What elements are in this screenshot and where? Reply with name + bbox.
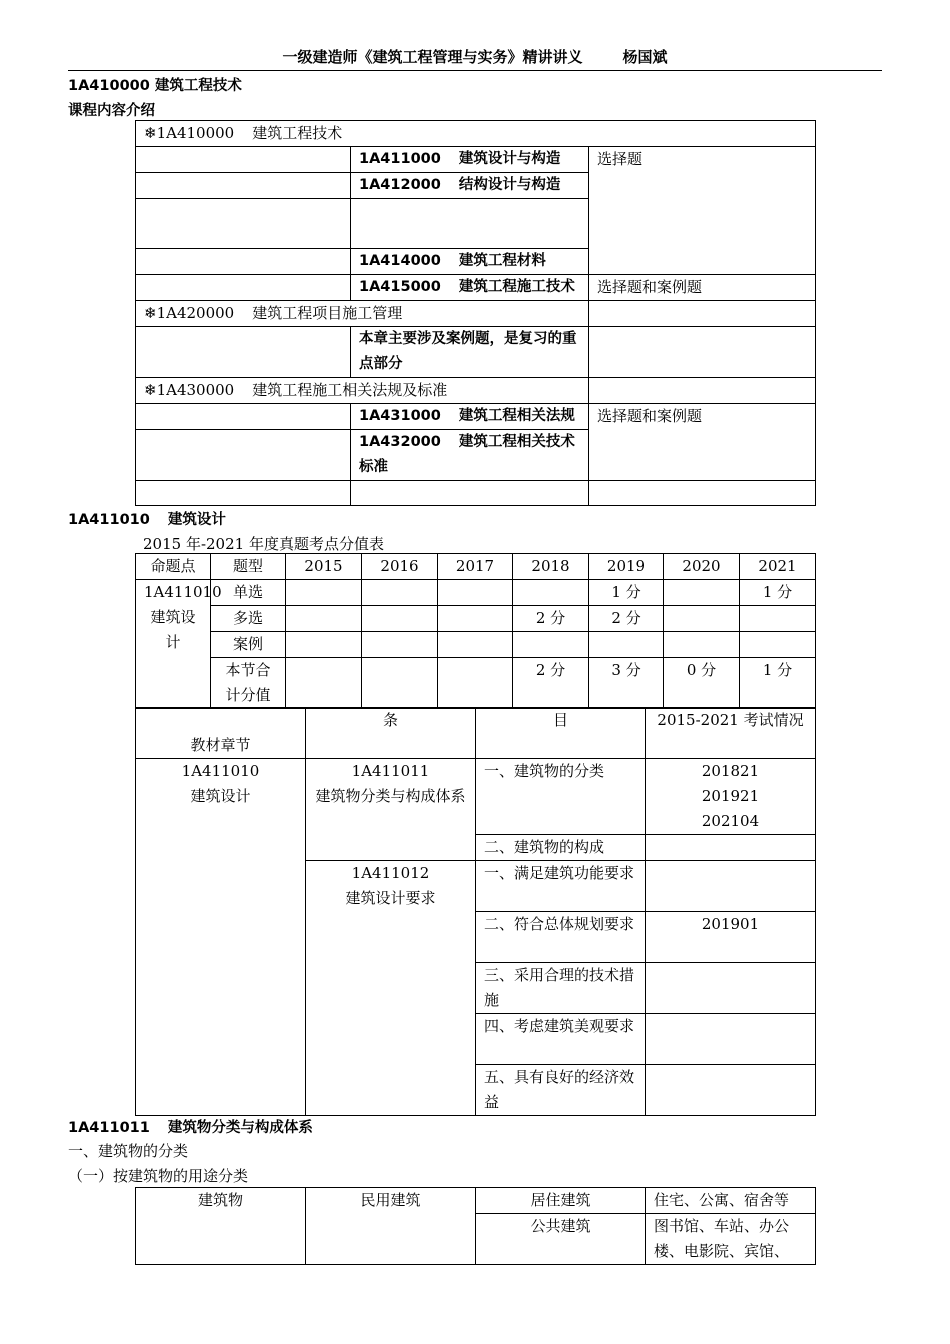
class-civil: 民用建筑 (306, 1188, 476, 1265)
outline-header-chapter: 教材章节 (136, 708, 306, 759)
score-cell: 1 分 (740, 580, 816, 606)
score-cell: 2 分 (513, 658, 589, 709)
score-type: 案例 (211, 632, 286, 658)
score-header: 2021 (740, 554, 816, 580)
score-header: 2019 (589, 554, 664, 580)
header-title: 一级建造师《建筑工程管理与实务》精讲讲义 (282, 48, 583, 66)
score-cell (362, 632, 438, 658)
outline-exam-2: 201901 (646, 912, 816, 963)
class-residential-examples: 住宅、公寓、宿舍等 (646, 1188, 816, 1214)
course-type-choice: 选择题 (589, 147, 816, 275)
score-type: 单选 (211, 580, 286, 606)
score-topic: 1A411010 建筑设计 (136, 580, 211, 709)
score-table (135, 553, 816, 709)
score-header: 2020 (664, 554, 740, 580)
score-type: 本节合计分值 (211, 658, 286, 709)
score-cell (438, 580, 513, 606)
outline-item: 二、建筑物的构成 (476, 835, 646, 861)
course-intro-heading: 课程内容介绍 (68, 103, 155, 119)
classification-line: 一、建筑物的分类 (68, 1142, 189, 1160)
class-public: 公共建筑 (476, 1214, 646, 1265)
score-cell (589, 632, 664, 658)
course-section-1a432000: 1A432000 建筑工程相关技术标准 (351, 430, 589, 481)
score-cell (664, 632, 740, 658)
course-section-1a415000: 1A415000 建筑工程施工技术 (351, 275, 589, 301)
outline-chapter: 1A411010 建筑设计 (136, 759, 306, 1116)
sec2-heading: 1A411011 建筑物分类与构成体系 (68, 1120, 313, 1136)
outline-exam-1: 201821 201921 202104 (646, 759, 816, 835)
score-cell: 3 分 (589, 658, 664, 709)
score-cell (664, 580, 740, 606)
outline-header-item: 目 (476, 708, 646, 759)
section-title: 1A410000 建筑工程技术 (68, 78, 242, 94)
outline-item: 五、具有良好的经济效益 (476, 1065, 646, 1116)
outline-header-article: 条 (306, 708, 476, 759)
score-header: 2015 (286, 554, 362, 580)
class-residential: 居住建筑 (476, 1188, 646, 1214)
score-header: 命题点 (136, 554, 211, 580)
outline-article-2: 1A411012 建筑设计要求 (306, 861, 476, 1116)
score-header: 题型 (211, 554, 286, 580)
outline-item: 四、考虑建筑美观要求 (476, 1014, 646, 1065)
score-cell (362, 606, 438, 632)
course-chapter-1: ❄1A410000 建筑工程技术 (136, 121, 816, 147)
score-cell (740, 632, 816, 658)
score-cell (438, 658, 513, 709)
score-cell: 2 分 (513, 606, 589, 632)
score-cell: 0 分 (664, 658, 740, 709)
course-type-choice-case-2: 选择题和案例题 (589, 404, 816, 481)
score-cell (286, 632, 362, 658)
course-type-choice-case: 选择题和案例题 (589, 275, 816, 301)
course-section-1a431000: 1A431000 建筑工程相关法规 (351, 404, 589, 430)
score-type: 多选 (211, 606, 286, 632)
course-chapter-3: ❄1A430000 建筑工程施工相关法规及标准 (136, 378, 589, 404)
outline-item: 一、建筑物的分类 (476, 759, 646, 835)
score-cell (362, 658, 438, 709)
score-cell: 2 分 (589, 606, 664, 632)
outline-item: 三、采用合理的技术措施 (476, 963, 646, 1014)
classification-table (135, 1187, 816, 1265)
page-header (68, 46, 882, 71)
score-cell (664, 606, 740, 632)
score-header: 2016 (362, 554, 438, 580)
score-cell (513, 632, 589, 658)
outline-header-exam: 2015-2021 考试情况 (646, 708, 816, 759)
design-heading: 1A411010 建筑设计 (68, 512, 226, 528)
course-chapter-2: ❄1A420000 建筑工程项目施工管理 (136, 301, 589, 327)
score-cell (740, 606, 816, 632)
outline-item: 一、满足建筑功能要求 (476, 861, 646, 912)
score-cell (438, 632, 513, 658)
course-section-1a412000: 1A412000 结构设计与构造 (351, 173, 589, 199)
outline-item: 二、符合总体规划要求 (476, 912, 646, 963)
score-cell (286, 658, 362, 709)
score-cell (513, 580, 589, 606)
score-table-caption: 2015 年-2021 年度真题考点分值表 (143, 535, 384, 553)
score-cell: 1 分 (589, 580, 664, 606)
course-section-1a411000: 1A411000 建筑设计与构造 (351, 147, 589, 173)
score-cell (362, 580, 438, 606)
outline-table (135, 707, 816, 1116)
score-cell (286, 606, 362, 632)
score-header: 2017 (438, 554, 513, 580)
header-author: 杨国斌 (622, 48, 668, 66)
score-cell (286, 580, 362, 606)
score-cell: 1 分 (740, 658, 816, 709)
class-building: 建筑物 (136, 1188, 306, 1265)
score-header: 2018 (513, 554, 589, 580)
class-public-examples: 图书馆、车站、办公楼、电影院、宾馆、 (646, 1214, 816, 1265)
course-chapter-2-note: 本章主要涉及案例题，是复习的重点部分 (351, 327, 589, 378)
course-table (135, 120, 816, 506)
classification-by-use-line: （一）按建筑物的用途分类 (68, 1167, 249, 1185)
outline-article-1: 1A411011 建筑物分类与构成体系 (306, 759, 476, 861)
score-cell (438, 606, 513, 632)
course-section-1a414000: 1A414000 建筑工程材料 (351, 249, 589, 275)
